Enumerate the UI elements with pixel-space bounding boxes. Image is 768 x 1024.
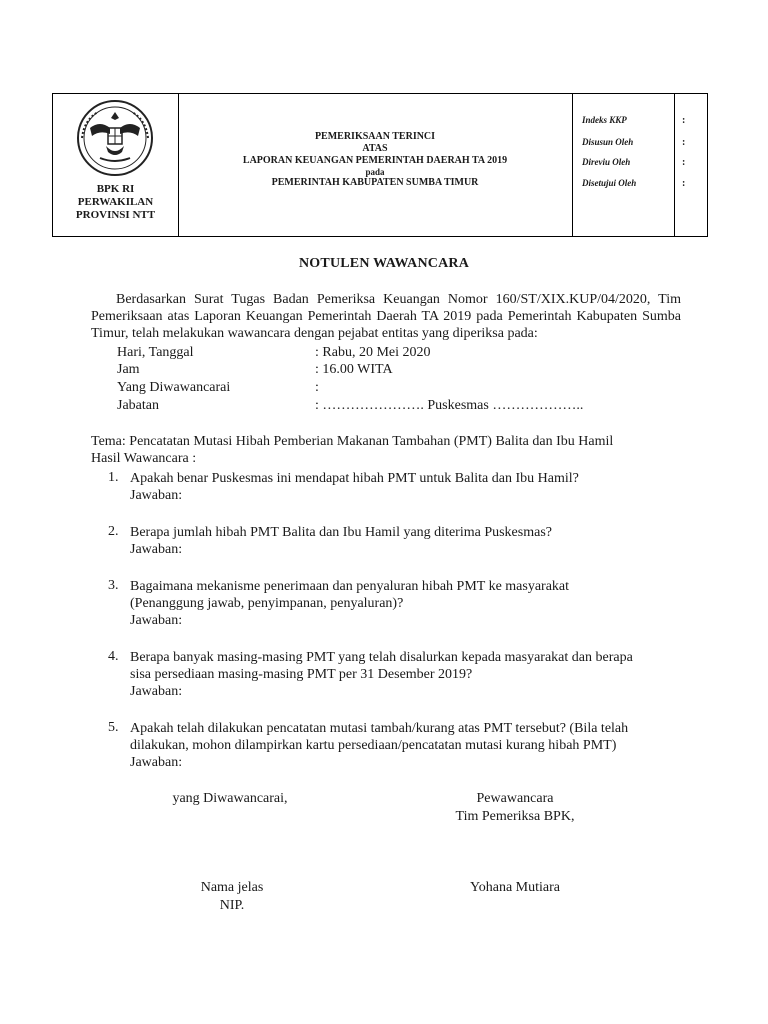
field-value-date: : Rabu, 20 Mei 2020 [315, 345, 431, 360]
answer-label: Jawaban: [130, 542, 183, 557]
field-value-time: : 16.00 WITA [315, 362, 393, 377]
kkp-divider [674, 94, 675, 236]
agency-cell [53, 94, 179, 236]
question-line: Apakah benar Puskesmas ini mendapat hibah PMT untuk Balita dan Ibu Hamil? [130, 471, 579, 486]
tema-line: Tema: Pencatatan Mutasi Hibah Pemberian Makanan Tambahan (PMT) Balita dan Ibu Hamil [91, 434, 614, 449]
agency-line: PROVINSI NTT [75, 209, 156, 221]
question-text [130, 470, 579, 504]
question-text [130, 720, 628, 771]
signature-interviewer-team: Tim Pemeriksa BPK, [455, 809, 575, 824]
question-number: 2. [108, 524, 119, 539]
signature-interviewer-name: Yohana Mutiara [470, 880, 560, 895]
title-line: pada [365, 167, 385, 177]
field-value-position: : …………………. Puskesmas ……………….. [315, 398, 584, 413]
kkp-value-direviu: : [682, 157, 686, 168]
signature-interviewee-title: yang Diwawancarai, [172, 791, 288, 806]
title-line: LAPORAN KEUANGAN PEMERINTAH DAERAH TA 2019 [242, 155, 508, 166]
field-value-interviewee: : [315, 380, 319, 395]
answer-label: Jawaban: [130, 613, 183, 628]
question-line: (Penanggung jawab, penyimpanan, penyaluran)? [130, 596, 404, 611]
field-label-interviewee: Yang Diwawancarai [117, 380, 231, 395]
question-line: Berapa jumlah hibah PMT Balita dan Ibu Hamil yang diterima Puskesmas? [130, 525, 552, 540]
answer-label: Jawaban: [130, 755, 183, 770]
intro-paragraph [91, 291, 681, 342]
title-cell [178, 94, 573, 236]
question-line: Apakah telah dilakukan pencatatan mutasi tambah/kurang atas PMT tersebut? (Bila telah [130, 721, 629, 736]
question-line: sisa persediaan masing-masing PMT per 31 Desember 2019? [130, 667, 473, 682]
title-line: ATAS [362, 143, 388, 154]
question-number: 1. [108, 470, 119, 485]
kkp-label-disusun: Disusun Oleh [582, 137, 634, 147]
agency-name [53, 183, 178, 222]
answer-label: Jawaban: [130, 684, 183, 699]
header-table [52, 93, 708, 237]
kkp-label-disetujui: Disetujui Oleh [582, 178, 637, 188]
kkp-value-indeks: : [682, 115, 686, 126]
audit-title [178, 131, 572, 189]
garuda-emblem-icon [70, 98, 160, 178]
question-line: Berapa banyak masing-masing PMT yang telah disalurkan kepada masyarakat dan berapa [130, 650, 633, 665]
kkp-label-indeks: Indeks KKP [582, 115, 627, 125]
hasil-line: Hasil Wawancara : [91, 451, 197, 466]
question-text [130, 649, 633, 700]
kkp-value-disusun: : [682, 137, 686, 148]
signature-interviewee-name: Nama jelas [200, 880, 264, 895]
answer-label: Jawaban: [130, 488, 183, 503]
kkp-label-direviu: Direviu Oleh [582, 157, 631, 167]
question-text [130, 524, 552, 558]
agency-line: PERWAKILAN [77, 196, 154, 208]
question-line: dilakukan, mohon dilampirkan kartu persediaan/pencatatan mutasi kurang hibah PMT) [130, 738, 617, 753]
field-label-time: Jam [117, 362, 140, 377]
signature-interviewee-nip: NIP. [219, 898, 245, 913]
field-label-position: Jabatan [117, 398, 159, 413]
question-text [130, 578, 569, 629]
question-number: 3. [108, 578, 119, 593]
question-line: Bagaimana mekanisme penerimaan dan penyaluran hibah PMT ke masyarakat [130, 579, 570, 594]
kkp-value-disetujui: : [682, 178, 686, 189]
kkp-cell [572, 94, 708, 236]
title-line: PEMERIKSAAN TERINCI [314, 131, 436, 142]
field-label-date: Hari, Tanggal [117, 345, 194, 360]
document-heading: NOTULEN WAWANCARA [299, 256, 469, 271]
intro-text: Berdasarkan Surat Tugas Badan Pemeriksa Keuangan Nomor 160/ST/XIX.KUP/04/2020, Tim Pemeriksaan atas Laporan Keuangan Pemerintah Daerah TA 2019 pada Pemerintah Kabupaten Sumba Timur, telah melakukan wawancara dengan pejabat entitas yang diperiksa pada: [91, 292, 681, 341]
signature-interviewer-title: Pewawancara [476, 791, 554, 806]
question-number: 4. [108, 649, 119, 664]
agency-line: BPK RI [96, 183, 135, 195]
title-line: PEMERINTAH KABUPATEN SUMBA TIMUR [271, 177, 479, 188]
question-number: 5. [108, 720, 119, 735]
